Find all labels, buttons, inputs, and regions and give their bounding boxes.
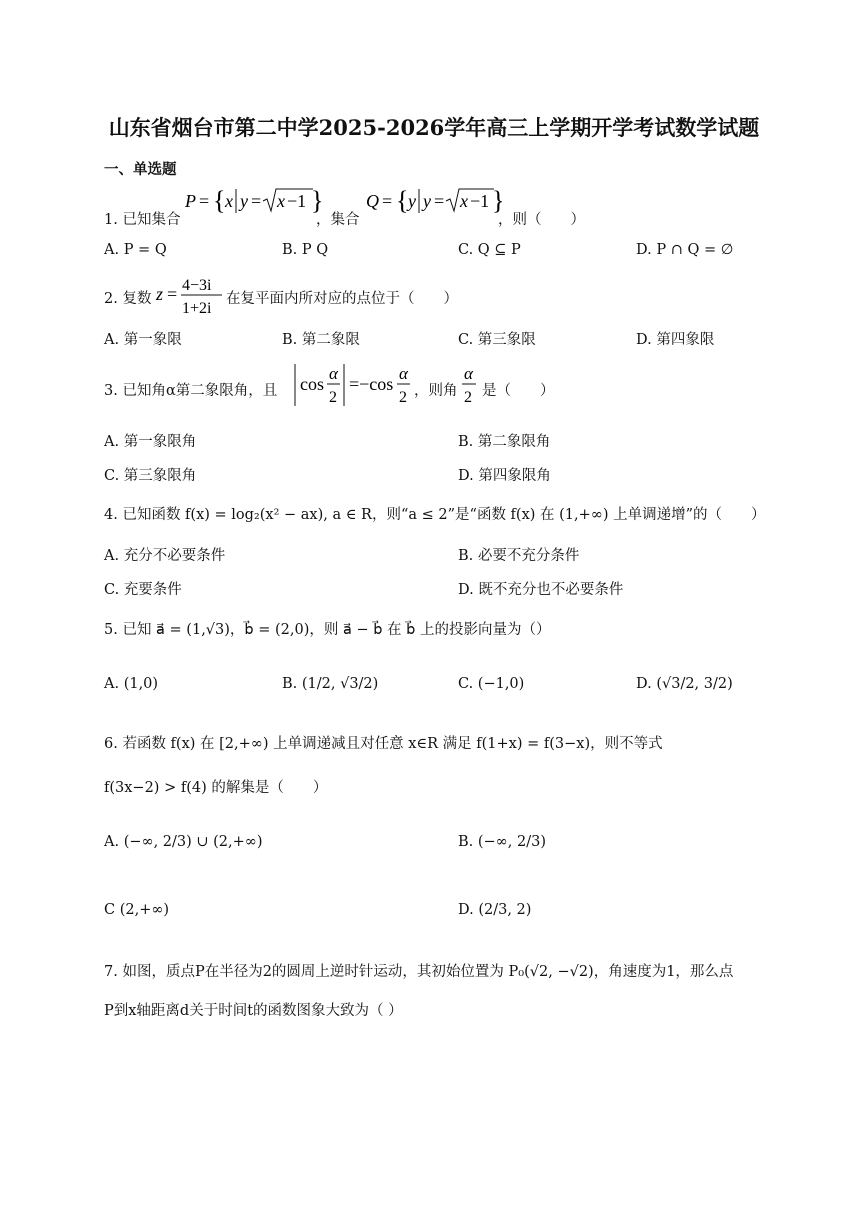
- svg-text:Q: Q: [366, 191, 379, 211]
- q4-option-c: C. 充要条件: [104, 582, 182, 598]
- svg-text:x: x: [277, 191, 285, 211]
- svg-text:=: =: [434, 191, 445, 211]
- section-heading: 一、单选题: [104, 161, 177, 178]
- q2-option-b: B. 第二象限: [282, 332, 360, 348]
- q4-option-a: A. 充分不必要条件: [104, 548, 226, 564]
- svg-text:y: y: [240, 191, 248, 211]
- svg-text:=: =: [167, 284, 178, 304]
- q3-option-d: D. 第四象限角: [458, 468, 551, 484]
- svg-text:=: =: [199, 191, 210, 211]
- svg-text:x: x: [460, 191, 468, 211]
- svg-text:cos: cos: [300, 374, 324, 394]
- svg-text:=: =: [251, 191, 262, 211]
- q3-stem: 3. 已知角α第二象限角，且: [104, 383, 278, 399]
- q2-fraction-formula: [154, 272, 226, 318]
- q6-option-a: A. (−∞, 2/3) ∪ (2,+∞): [104, 834, 263, 850]
- q1-mid-text: ，集合: [316, 212, 360, 228]
- q6-stem-line1: 6. 若函数 f(x) 在 [2,+∞) 上单调递减且对任意 x∈R 满足 f(1+x) = f(3−x)，则不等式: [104, 736, 663, 752]
- q6-option-d: D. (2/3, 2): [458, 902, 532, 918]
- svg-text:2: 2: [329, 389, 337, 406]
- q1-option-d: D. P ∩ Q = ∅: [636, 242, 734, 258]
- q3-mid: ，则角: [414, 383, 458, 399]
- svg-text:{: {: [213, 186, 226, 215]
- q2-tail: 在复平面内所对应的点位于（ ）: [226, 291, 458, 307]
- q1-option-b: B. P Q: [282, 242, 329, 258]
- q1-option-a: A. P = Q: [104, 242, 167, 258]
- svg-text:}: }: [492, 186, 504, 215]
- q7-stem-line1: 7. 如图，质点P在半径为2的圆周上逆时针运动，其初始位置为 P₀(√2, −√2)，角速度为1，那么点: [104, 964, 734, 980]
- q6-stem-line2: f(3x−2) > f(4) 的解集是（ ）: [104, 780, 328, 796]
- q1-tail: ，则（ ）: [498, 212, 585, 228]
- svg-text:−1: −1: [287, 191, 307, 211]
- q2-option-d: D. 第四象限: [636, 332, 715, 348]
- svg-text:x: x: [225, 191, 233, 211]
- svg-text:=: =: [382, 191, 393, 211]
- svg-text:α: α: [329, 364, 338, 383]
- q6-option-c: C (2,+∞): [104, 902, 170, 918]
- q5-option-a: A. (1,0): [104, 676, 159, 692]
- q1-option-c: C. Q ⊆ P: [458, 242, 521, 258]
- svg-text:2: 2: [399, 389, 407, 406]
- svg-text:1+2i: 1+2i: [182, 300, 212, 317]
- svg-text:α: α: [464, 364, 473, 383]
- svg-text:{: {: [396, 186, 409, 215]
- q1-set-q-formula: [364, 183, 504, 221]
- svg-text:P: P: [185, 191, 196, 211]
- svg-text:α: α: [399, 364, 408, 383]
- svg-text:−1: −1: [470, 191, 490, 211]
- svg-text:4−3i: 4−3i: [182, 277, 212, 294]
- q2-option-a: A. 第一象限: [104, 332, 182, 348]
- svg-text:=−cos: =−cos: [349, 374, 394, 394]
- q5-option-c: C. (−1,0): [458, 676, 525, 692]
- q6-option-b: B. (−∞, 2/3): [458, 834, 546, 850]
- q2-stem: 2. 复数: [104, 291, 152, 307]
- q2-option-c: C. 第三象限: [458, 332, 536, 348]
- svg-text:y: y: [423, 191, 431, 211]
- q3-abs-cos-formula: [292, 360, 420, 410]
- q4-option-b: B. 必要不充分条件: [458, 548, 580, 564]
- q7-stem-line2: P到x轴距离d关于时间t的函数图象大致为（ ）: [104, 1003, 403, 1019]
- q3-option-a: A. 第一象限角: [104, 434, 197, 450]
- page-title: 山东省烟台市第二中学2025-2026学年高三上学期开学考试数学试题: [108, 115, 760, 140]
- q3-half-angle-formula: [460, 360, 480, 410]
- q1-set-p-formula: [183, 183, 323, 221]
- q4-option-d: D. 既不充分也不必要条件: [458, 582, 624, 598]
- q1-stem: 1. 已知集合: [104, 212, 181, 228]
- q4-stem: 4. 已知函数 f(x) = log₂(x² − ax), a ∈ R，则“a ≤ 2”是“函数 f(x) 在 (1,+∞) 上单调递增”的（ ）: [104, 507, 766, 523]
- q3-option-c: C. 第三象限角: [104, 468, 197, 484]
- q5-option-d: D. (√3/2, 3/2): [636, 676, 733, 692]
- q3-tail: 是（ ）: [482, 383, 555, 399]
- svg-text:z: z: [156, 284, 164, 304]
- q3-option-b: B. 第二象限角: [458, 434, 551, 450]
- svg-text:y: y: [408, 191, 416, 211]
- q5-option-b: B. (1/2, √3/2): [282, 676, 379, 692]
- q5-stem: 5. 已知 a⃗ = (1,√3)，b⃗ = (2,0)，则 a⃗ − b⃗ 在 b⃗ 上的投影向量为（）: [104, 622, 551, 638]
- svg-text:}: }: [311, 186, 323, 215]
- svg-text:2: 2: [464, 389, 472, 406]
